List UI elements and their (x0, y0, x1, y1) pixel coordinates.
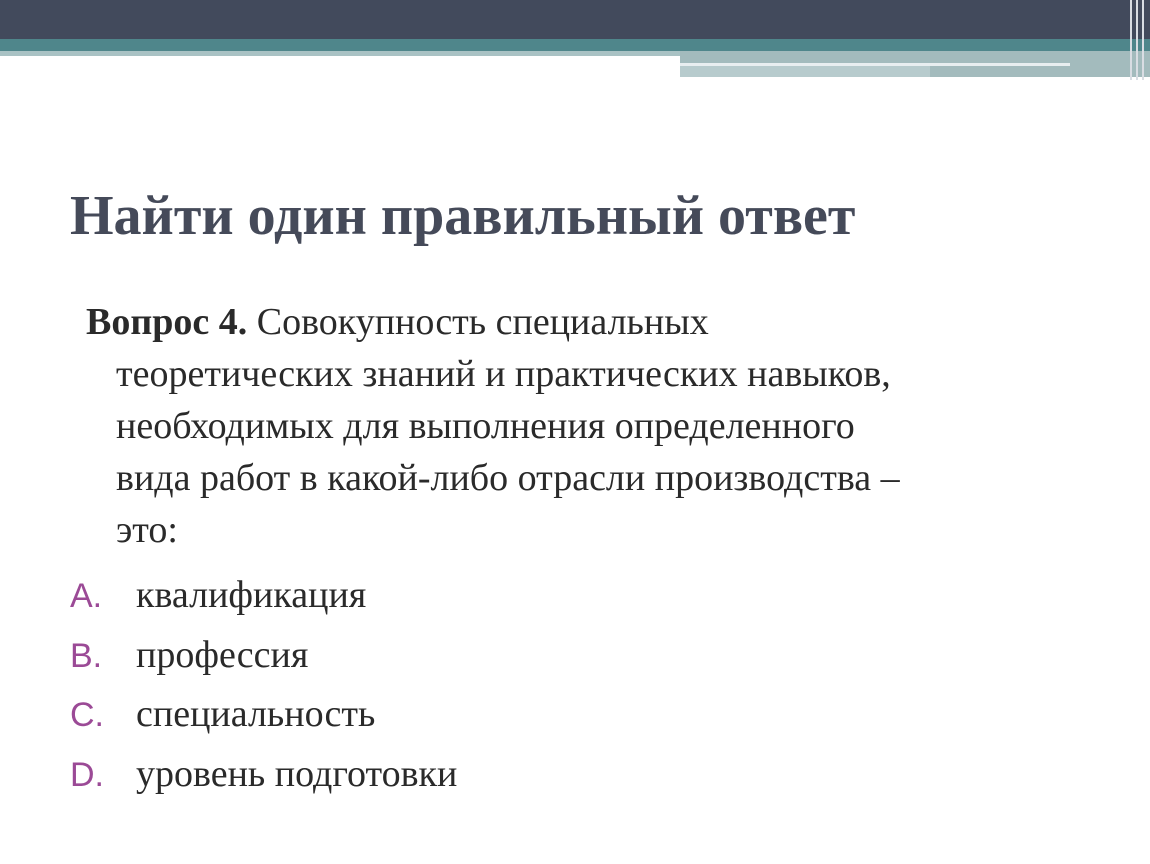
question-text-line: Совокупность специальных (256, 301, 709, 343)
answer-marker: A. (70, 577, 103, 615)
answer-option[interactable] (70, 626, 457, 686)
question-text-line: вида работ в какой-либо отрасли производства – (116, 457, 900, 499)
answer-text: специальность (136, 693, 376, 735)
question-first-line (86, 296, 1076, 348)
answer-marker: D. (70, 755, 104, 794)
header-light-stripe (0, 51, 680, 56)
answer-text: квалификация (136, 574, 367, 616)
corner-decoration (1126, 0, 1150, 80)
question-block (86, 296, 1076, 556)
header-grey-stripe (680, 66, 930, 77)
answer-marker: C. (70, 696, 104, 734)
answer-option[interactable] (70, 685, 457, 745)
question-text-line: теоретических знаний и практических навыков, (116, 353, 891, 395)
header-dark-bar (0, 0, 1150, 39)
question-text-line: необходимых для выполнения определенного (116, 405, 855, 447)
question-text-line: это: (116, 509, 178, 551)
question-number: Вопрос 4. (86, 301, 248, 343)
answer-option[interactable] (70, 745, 457, 805)
answer-option[interactable] (70, 566, 457, 626)
header-teal-bar (0, 39, 1150, 51)
slide-title: Найти один правильный ответ (70, 185, 856, 247)
answer-marker: B. (70, 636, 103, 675)
answer-text: профессия (136, 633, 309, 676)
answer-list (70, 566, 457, 804)
answer-text: уровень подготовки (136, 752, 458, 795)
